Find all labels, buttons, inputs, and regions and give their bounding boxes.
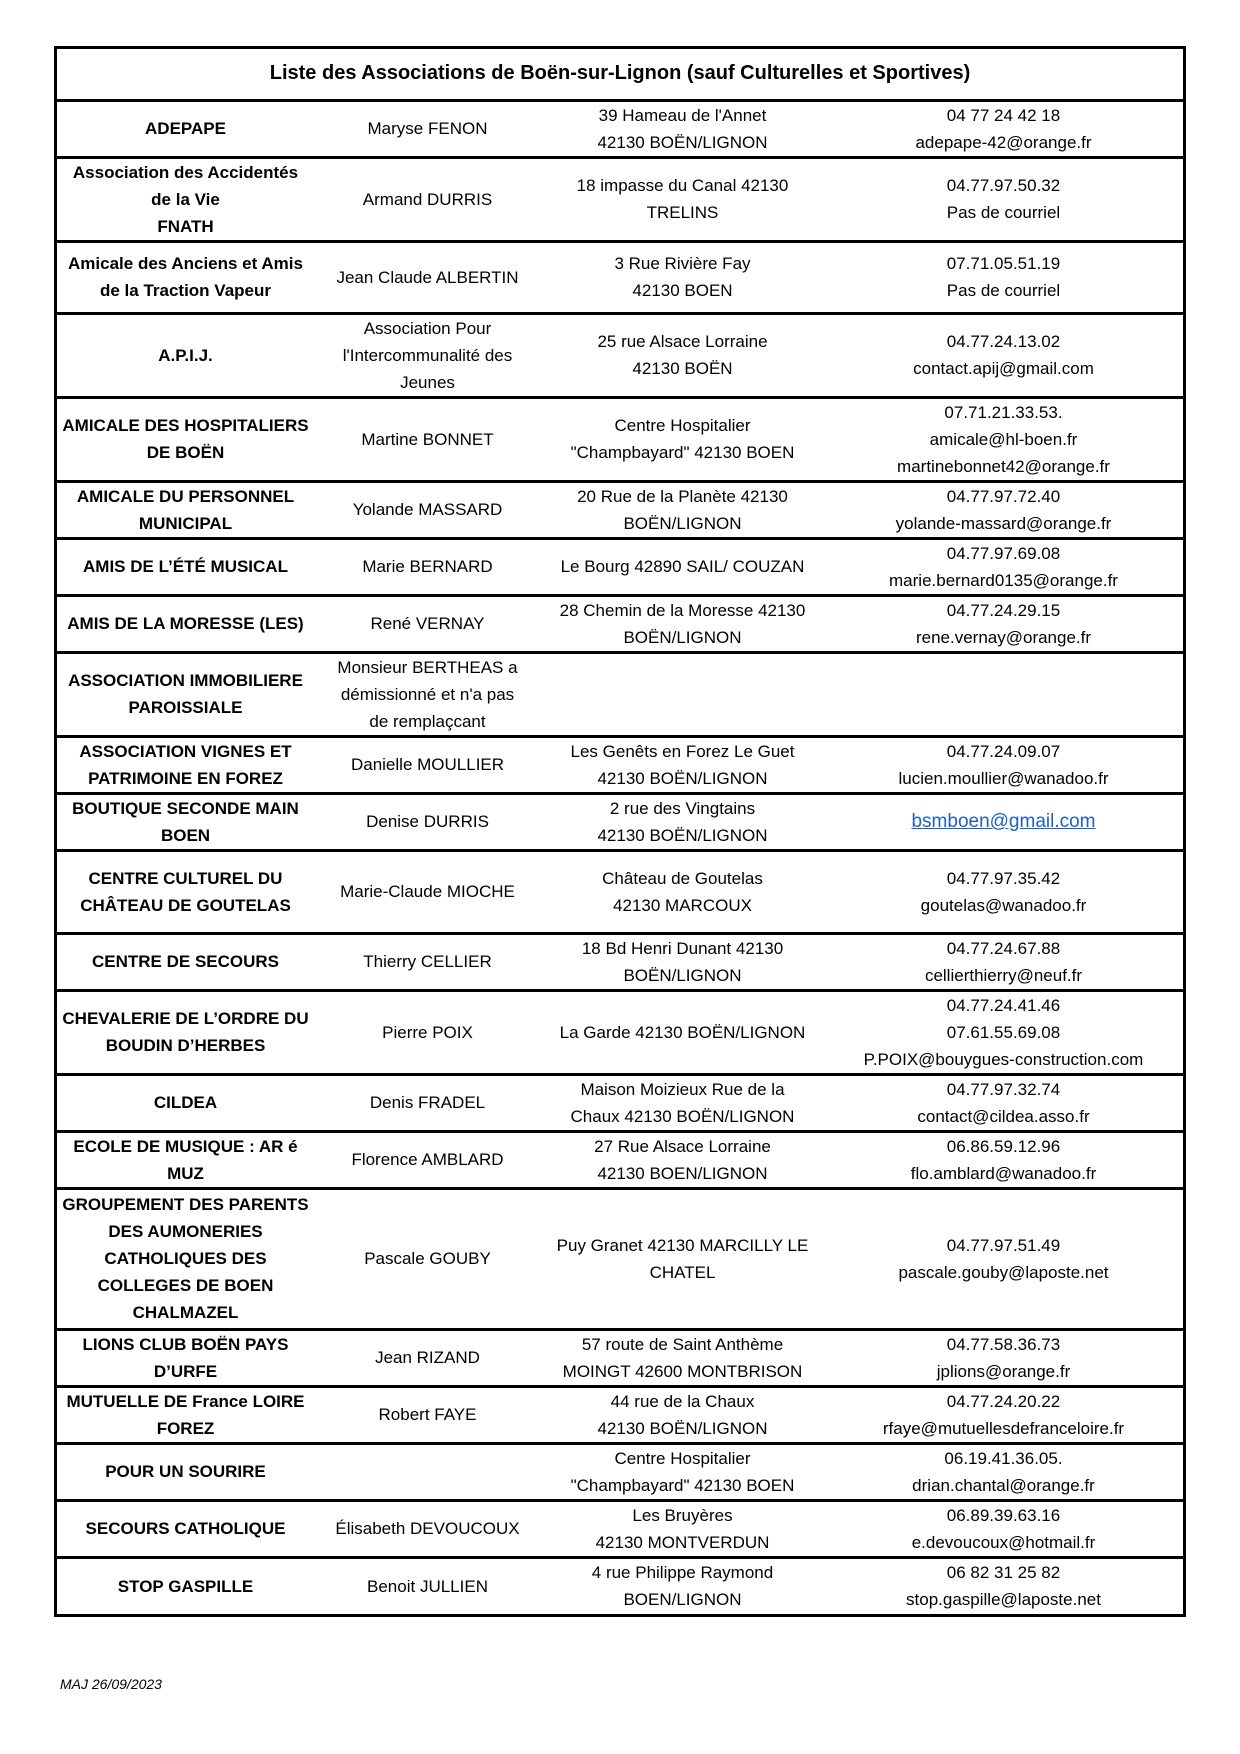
phone-email-cell <box>824 538 1183 595</box>
contact-person-cell <box>314 1443 541 1500</box>
contact-person-line: Danielle MOULLIER <box>350 755 505 774</box>
phone-email-cell <box>824 397 1183 481</box>
phone-email-cell <box>824 990 1183 1074</box>
phone-email-cell <box>824 1443 1183 1500</box>
address-cell <box>541 1188 824 1329</box>
contact-person-cell <box>314 850 541 933</box>
association-name-line: AMICALE DU PERSONNEL <box>76 486 295 506</box>
phone-email-line: 04.77.24.67.88 <box>946 938 1061 958</box>
association-name-line: ASSOCIATION IMMOBILIERE <box>68 671 303 690</box>
phone-email-line: 04.77.97.32.74 <box>946 1079 1061 1099</box>
association-row <box>57 1074 1183 1131</box>
phone-email-line: pascale.gouby@laposte.net <box>898 1262 1109 1282</box>
address-line: 3 Rue Rivière Fay <box>614 254 751 273</box>
phone-email-line: 07.71.21.33.53. <box>944 402 1063 422</box>
association-name-cell <box>57 736 314 793</box>
contact-person-line: Association Pour <box>363 318 492 338</box>
phone-email-line: 04.77.24.20.22 <box>946 1391 1061 1411</box>
association-name-cell <box>57 538 314 595</box>
contact-person-cell <box>314 481 541 538</box>
association-name-cell <box>57 1557 314 1614</box>
address-cell <box>541 1074 824 1131</box>
association-name-cell <box>57 933 314 990</box>
association-name-cell <box>57 793 314 850</box>
association-name-line: FNATH <box>157 216 214 236</box>
title-row <box>57 49 1183 100</box>
address-cell <box>541 538 824 595</box>
address-line: BOËN/LIGNON <box>623 513 742 533</box>
address-cell <box>541 990 824 1074</box>
phone-email-line: 07.71.05.51.19 <box>946 254 1061 273</box>
association-name-cell <box>57 1131 314 1188</box>
association-name-line: ADEPAPE <box>145 119 226 138</box>
association-name-line: STOP GASPILLE <box>117 1576 254 1596</box>
association-name-cell <box>57 157 314 241</box>
contact-person-line: Denise DURRIS <box>366 812 489 831</box>
address-line: Chaux 42130 BOËN/LIGNON <box>570 1106 795 1126</box>
contact-person-line: Denis FRADEL <box>369 1093 486 1112</box>
association-row <box>57 397 1183 481</box>
address-line: La Garde 42130 BOËN/LIGNON <box>559 1022 806 1042</box>
association-name-cell <box>57 1500 314 1557</box>
contact-person-cell <box>314 313 541 397</box>
address-cell <box>541 652 824 736</box>
association-name-line: MUZ <box>167 1163 204 1183</box>
phone-email-cell <box>824 850 1183 933</box>
association-name-cell <box>57 1329 314 1386</box>
phone-email-cell <box>824 1386 1183 1443</box>
association-name-line: LIONS CLUB BOËN PAYS <box>82 1334 289 1354</box>
association-row <box>57 1443 1183 1500</box>
address-line: MOINGT 42600 MONTBRISON <box>562 1361 803 1381</box>
association-name-line: COLLEGES DE BOEN <box>97 1276 274 1295</box>
phone-email-line: amicale@hl-boen.fr <box>929 429 1078 449</box>
association-name-line: de la Traction Vapeur <box>99 281 271 300</box>
association-name-cell <box>57 850 314 933</box>
address-line: BOËN/LIGNON <box>623 965 742 985</box>
association-name-line: DES AUMONERIES <box>108 1222 263 1241</box>
address-line: 42130 BOËN/LIGNON <box>597 825 768 845</box>
association-name-cell <box>57 241 314 313</box>
contact-person-cell <box>314 100 541 157</box>
phone-email-line: 04.77.24.09.07 <box>946 741 1061 761</box>
association-row <box>57 100 1183 157</box>
contact-person-cell <box>314 1329 541 1386</box>
address-line: 42130 MARCOUX <box>613 895 752 915</box>
contact-person-line: Florence AMBLARD <box>351 1150 504 1169</box>
association-name-cell <box>57 100 314 157</box>
phone-email-line: 06.86.59.12.96 <box>946 1136 1061 1156</box>
association-name-line: CHÂTEAU DE GOUTELAS <box>80 895 291 915</box>
address-line: 18 impasse du Canal 42130 <box>576 176 789 195</box>
address-line: 20 Rue de la Planète 42130 <box>577 486 788 506</box>
phone-email-line: 06.89.39.63.16 <box>946 1505 1061 1525</box>
contact-person-cell <box>314 990 541 1074</box>
association-row <box>57 850 1183 933</box>
contact-person-line: démissionné et n'a pas <box>340 684 515 704</box>
email-link[interactable]: bsmboen@gmail.com <box>911 811 1096 832</box>
phone-email-line: 04.77.97.72.40 <box>946 486 1061 506</box>
association-row <box>57 538 1183 595</box>
association-row <box>57 1386 1183 1443</box>
address-line: 42130 MONTVERDUN <box>595 1532 770 1552</box>
phone-email-line: 04.77.97.51.49 <box>946 1235 1061 1255</box>
address-line: 18 Bd Henri Dunant 42130 <box>581 938 784 958</box>
phone-email-line: goutelas@wanadoo.fr <box>920 895 1087 915</box>
association-row <box>57 313 1183 397</box>
phone-email-line: stop.gaspille@laposte.net <box>906 1590 1101 1610</box>
association-name-line: CATHOLIQUES DES <box>104 1249 267 1268</box>
contact-person-line: l'Intercommunalité des <box>342 345 513 365</box>
address-cell <box>541 100 824 157</box>
address-line: 42130 BOEN <box>632 281 733 300</box>
contact-person-cell <box>314 1188 541 1329</box>
address-line: Le Bourg 42890 SAIL/ COUZAN <box>560 557 805 576</box>
address-line: TRELINS <box>646 203 719 222</box>
address-line: Les Genêts en Forez Le Guet <box>570 741 795 761</box>
address-cell <box>541 793 824 850</box>
address-cell <box>541 1500 824 1557</box>
association-name-cell <box>57 397 314 481</box>
phone-email-cell <box>824 1329 1183 1386</box>
phone-email-line: jplions@orange.fr <box>936 1361 1071 1381</box>
association-name-line: FOREZ <box>156 1418 215 1438</box>
phone-email-line: Pas de courriel <box>946 203 1061 222</box>
association-row <box>57 793 1183 850</box>
phone-email-cell <box>824 1131 1183 1188</box>
association-name-line: ECOLE DE MUSIQUE : AR é <box>73 1136 298 1156</box>
phone-email-line: drian.chantal@orange.fr <box>912 1475 1095 1495</box>
association-name-cell <box>57 1188 314 1329</box>
contact-person-line: Monsieur BERTHEAS a <box>337 657 518 677</box>
association-name-line: MUTUELLE DE France LOIRE <box>66 1391 305 1411</box>
phone-email-line: 07.61.55.69.08 <box>946 1022 1061 1042</box>
association-row <box>57 1329 1183 1386</box>
update-date: MAJ 26/09/2023 <box>60 1676 162 1692</box>
address-line: 42130 BOËN/LIGNON <box>597 1418 768 1438</box>
address-line: 42130 BOËN <box>632 359 733 378</box>
contact-person-line: Martine BONNET <box>361 429 494 449</box>
contact-person-cell <box>314 1074 541 1131</box>
association-name-line: BOUDIN D’HERBES <box>105 1036 266 1055</box>
phone-email-line: contact.apij@gmail.com <box>913 359 1094 378</box>
contact-person-cell <box>314 933 541 990</box>
address-line: 42130 BOËN/LIGNON <box>597 132 768 152</box>
address-cell <box>541 1443 824 1500</box>
address-line: "Champbayard" 42130 BOEN <box>570 1475 795 1495</box>
address-line: BOËN/LIGNON <box>623 627 742 647</box>
address-line: 25 rue Alsace Lorraine <box>597 332 768 351</box>
address-cell <box>541 1329 824 1386</box>
address-line: Maison Moizieux Rue de la <box>580 1079 785 1099</box>
association-name-line: de la Vie <box>151 189 220 209</box>
phone-email-line: 04.77.97.69.08 <box>946 543 1061 563</box>
phone-email-line: 04.77.24.41.46 <box>946 995 1061 1015</box>
address-line: BOEN/LIGNON <box>623 1590 742 1610</box>
association-name-cell <box>57 1386 314 1443</box>
contact-person-line: Yolande MASSARD <box>352 500 503 519</box>
association-name-line: Amicale des Anciens et Amis <box>68 254 303 273</box>
contact-person-line: Jean RIZAND <box>375 1348 480 1367</box>
phone-email-cell <box>824 241 1183 313</box>
association-name-line: D’URFE <box>153 1361 218 1381</box>
phone-email-line: 04 77 24 42 18 <box>946 105 1061 125</box>
contact-person-cell <box>314 1131 541 1188</box>
association-name-line: BOEN <box>160 825 211 845</box>
association-row <box>57 241 1183 313</box>
association-name-cell <box>57 652 314 736</box>
association-name-line: MUNICIPAL <box>138 513 233 533</box>
address-line: 28 Chemin de la Moresse 42130 <box>559 600 806 620</box>
contact-person-cell <box>314 652 541 736</box>
association-name-cell <box>57 595 314 652</box>
address-cell <box>541 1386 824 1443</box>
phone-email-line: e.devoucoux@hotmail.fr <box>911 1532 1096 1552</box>
association-name-line: PATRIMOINE EN FOREZ <box>88 768 283 788</box>
address-cell <box>541 397 824 481</box>
contact-person-line: Pascale GOUBY <box>364 1249 491 1268</box>
contact-person-line: Thierry CELLIER <box>363 952 492 971</box>
contact-person-line: Jeunes <box>400 372 455 392</box>
association-row <box>57 1500 1183 1557</box>
phone-email-line: yolande-massard@orange.fr <box>895 513 1112 533</box>
contact-person-line: Pierre POIX <box>382 1022 473 1042</box>
associations-table <box>54 46 1186 1617</box>
association-name-line: CENTRE DE SECOURS <box>91 952 280 971</box>
address-line: 42130 BOËN/LIGNON <box>597 768 768 788</box>
phone-email-line: 04.77.58.36.73 <box>946 1334 1061 1354</box>
address-line: "Champbayard" 42130 BOEN <box>570 443 795 462</box>
phone-email-cell <box>824 793 1183 850</box>
phone-email-line: adepape-42@orange.fr <box>915 132 1092 152</box>
association-name-line: CENTRE CULTUREL DU <box>88 868 283 888</box>
phone-email-cell <box>824 736 1183 793</box>
contact-person-cell <box>314 736 541 793</box>
contact-person-line: Maryse FENON <box>367 119 488 138</box>
contact-person-cell <box>314 1557 541 1614</box>
phone-email-line: rfaye@mutuellesdefranceloire.fr <box>882 1418 1125 1438</box>
association-name-line: A.P.I.J. <box>158 345 213 365</box>
association-name-line: AMIS DE L’ÉTÉ MUSICAL <box>83 557 288 576</box>
phone-email-cell <box>824 1188 1183 1329</box>
contact-person-cell <box>314 241 541 313</box>
address-cell <box>541 1557 824 1614</box>
address-line: 57 route de Saint Anthème <box>581 1334 784 1354</box>
phone-email-line: 04.77.97.35.42 <box>946 868 1061 888</box>
contact-person-cell <box>314 157 541 241</box>
address-line: Centre Hospitalier <box>614 1448 751 1468</box>
contact-person-line: Benoit JULLIEN <box>367 1576 488 1596</box>
address-line: Les Bruyères <box>632 1505 733 1525</box>
contact-person-cell <box>314 793 541 850</box>
phone-email-cell <box>824 595 1183 652</box>
contact-person-line: Robert FAYE <box>378 1405 477 1424</box>
association-name-line: AMICALE DES HOSPITALIERS <box>62 416 309 435</box>
contact-person-line: Marie BERNARD <box>362 557 493 576</box>
address-line: Château de Goutelas <box>602 868 763 888</box>
address-cell <box>541 933 824 990</box>
phone-email-cell <box>824 100 1183 157</box>
contact-person-line: de remplaçcant <box>369 711 486 731</box>
phone-email-line: 06.19.41.36.05. <box>944 1448 1063 1468</box>
association-row <box>57 990 1183 1074</box>
address-line: 42130 BOEN/LIGNON <box>597 1163 768 1183</box>
association-name-cell <box>57 481 314 538</box>
phone-email-cell <box>824 933 1183 990</box>
contact-person-line: Marie-Claude MIOCHE <box>340 882 515 901</box>
address-line: Puy Granet 42130 MARCILLY LE <box>556 1235 809 1255</box>
contact-person-cell <box>314 595 541 652</box>
association-row <box>57 933 1183 990</box>
phone-email-cell <box>824 1500 1183 1557</box>
contact-person-cell <box>314 538 541 595</box>
association-row <box>57 481 1183 538</box>
association-name-line: DE BOËN <box>146 443 225 462</box>
phone-email-cell <box>824 652 1183 736</box>
contact-person-cell <box>314 1386 541 1443</box>
phone-email-line: 04.77.97.50.32 <box>946 176 1061 195</box>
association-row <box>57 157 1183 241</box>
contact-person-line: Armand DURRIS <box>362 189 493 209</box>
phone-email-line: flo.amblard@wanadoo.fr <box>910 1163 1097 1183</box>
phone-email-cell <box>824 481 1183 538</box>
address-cell <box>541 595 824 652</box>
phone-email-line: rene.vernay@orange.fr <box>915 627 1092 647</box>
association-name-cell <box>57 1074 314 1131</box>
association-name-line: BOUTIQUE SECONDE MAIN <box>72 798 299 818</box>
contact-person-cell <box>314 1500 541 1557</box>
phone-email-line: Pas de courriel <box>946 281 1061 300</box>
phone-email-cell <box>824 1074 1183 1131</box>
association-row <box>57 736 1183 793</box>
association-name-line: AMIS DE LA MORESSE (LES) <box>67 614 304 633</box>
address-line: Centre Hospitalier <box>614 416 751 435</box>
address-cell <box>541 481 824 538</box>
phone-email-line: P.POIX@bouygues-construction.com <box>863 1049 1144 1069</box>
contact-person-line: René VERNAY <box>370 614 485 633</box>
address-line: 2 rue des Vingtains <box>609 798 756 818</box>
phone-email-line: martinebonnet42@orange.fr <box>897 456 1110 476</box>
association-row <box>57 1188 1183 1329</box>
phone-email-cell <box>824 313 1183 397</box>
phone-email-line: contact@cildea.asso.fr <box>917 1106 1090 1126</box>
association-name-line: POUR UN SOURIRE <box>105 1462 266 1481</box>
contact-person-cell <box>314 397 541 481</box>
association-name-line: GROUPEMENT DES PARENTS <box>62 1195 309 1214</box>
address-cell <box>541 850 824 933</box>
phone-email-line: lucien.moullier@wanadoo.fr <box>898 768 1109 788</box>
address-cell <box>541 1131 824 1188</box>
association-name-cell <box>57 990 314 1074</box>
association-row <box>57 652 1183 736</box>
association-name-line: Association des Accidentés <box>72 162 299 182</box>
association-row <box>57 595 1183 652</box>
association-row <box>57 1557 1183 1614</box>
association-row <box>57 1131 1183 1188</box>
phone-email-line: 06 82 31 25 82 <box>946 1563 1061 1583</box>
association-name-line: CILDEA <box>153 1093 218 1112</box>
address-cell <box>541 157 824 241</box>
association-name-line: CHALMAZEL <box>132 1303 239 1322</box>
phone-email-cell <box>824 157 1183 241</box>
association-name-line: ASSOCIATION VIGNES ET <box>79 741 292 761</box>
association-name-line: SECOURS CATHOLIQUE <box>85 1519 286 1538</box>
address-line: 27 Rue Alsace Lorraine <box>594 1136 771 1156</box>
address-cell <box>541 736 824 793</box>
phone-email-line: 04.77.24.13.02 <box>946 332 1061 351</box>
contact-person-line: Jean Claude ALBERTIN <box>336 267 519 287</box>
contact-person-line: Élisabeth DEVOUCOUX <box>335 1519 520 1538</box>
address-line: 44 rue de la Chaux <box>610 1391 755 1411</box>
phone-email-line: cellierthierry@neuf.fr <box>924 965 1083 985</box>
association-name-cell <box>57 313 314 397</box>
address-line: 4 rue Philippe Raymond <box>591 1563 774 1583</box>
association-name-line: PAROISSIALE <box>128 698 243 717</box>
phone-email-line: 04.77.24.29.15 <box>946 600 1061 620</box>
document-title: Liste des Associations de Boën-sur-Lignon (sauf Culturelles et Sportives) <box>269 62 971 85</box>
phone-email-cell <box>824 1557 1183 1614</box>
address-line: 39 Hameau de l'Annet <box>598 105 767 125</box>
association-name-line: CHEVALERIE DE L’ORDRE DU <box>62 1009 309 1028</box>
phone-email-line: marie.bernard0135@orange.fr <box>889 570 1118 590</box>
association-name-cell <box>57 1443 314 1500</box>
address-cell <box>541 241 824 313</box>
address-cell <box>541 313 824 397</box>
address-line: CHATEL <box>649 1262 716 1282</box>
